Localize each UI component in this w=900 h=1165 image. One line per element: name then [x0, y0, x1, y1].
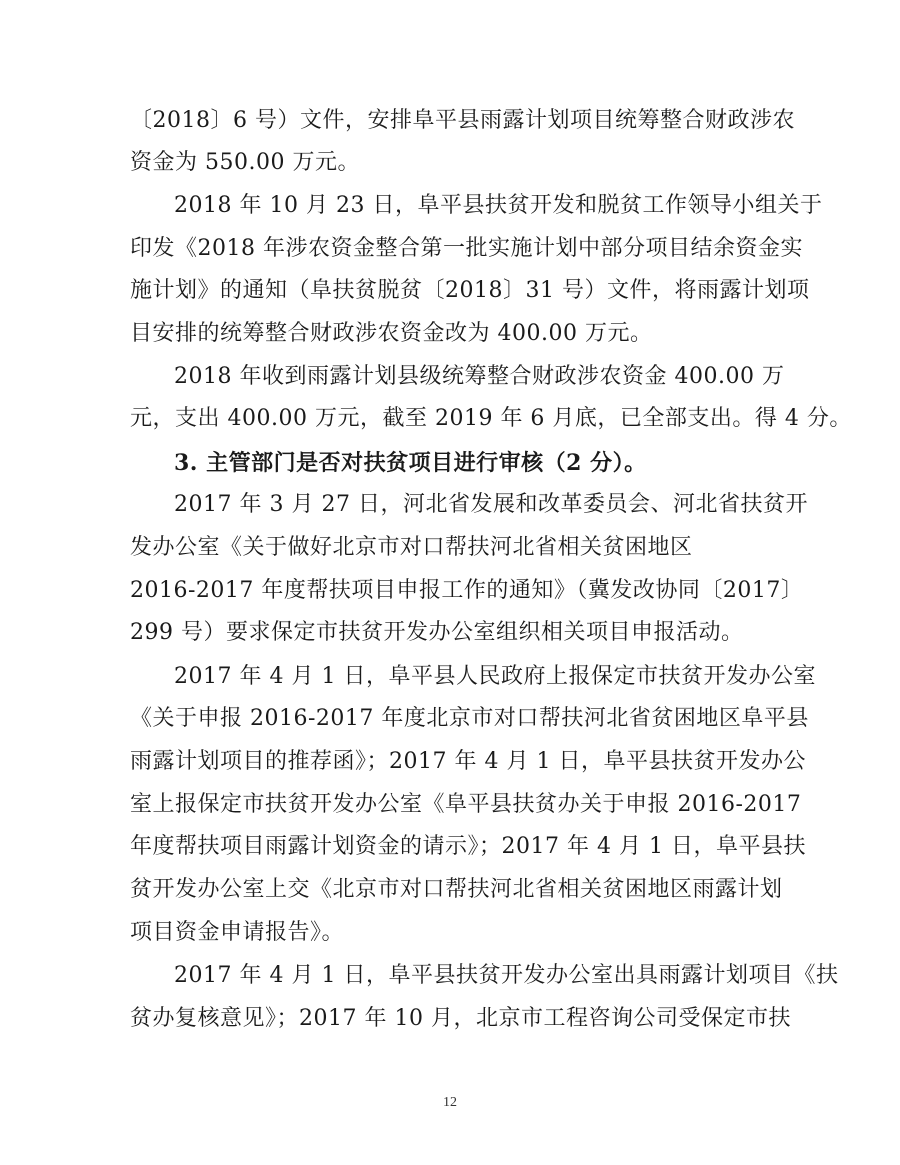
text-line-content: 2017 年 4 月 1 日，阜平县人民政府上报保定市扶贫开发办公室 — [174, 664, 816, 689]
text-line-content: 贫开发办公室上交《北京市对口帮扶河北省相关贫困地区雨露计划 — [130, 877, 783, 902]
text-line-content: 2018 年 10 月 23 日，阜平县扶贫开发和脱贫工作领导小组关于 — [174, 193, 823, 218]
text-line-content: 〔2018〕6 号）文件，安排阜平县雨露计划项目统筹整合财政涉农 — [130, 108, 795, 133]
text-line-content: 299 号）要求保定市扶贫开发办公室组织相关项目申报活动。 — [130, 620, 744, 645]
text-line-content: 2016-2017 年度帮扶项目申报工作的通知》（冀发改协同〔2017〕 — [130, 578, 804, 603]
text-line-content: 2018 年收到雨露计划县级统筹整合财政涉农资金 400.00 万 — [174, 364, 785, 389]
text-line-content: 2017 年 3 月 27 日，河北省发展和改革委员会、河北省扶贫开 — [174, 492, 808, 517]
text-line-content: 目安排的统筹整合财政涉农资金改为 400.00 万元。 — [130, 321, 653, 346]
text-line-content: 年度帮扶项目雨露计划资金的请示》；2017 年 4 月 1 日，阜平县扶 — [130, 834, 806, 859]
text-line-content: 雨露计划项目的推荐函》；2017 年 4 月 1 日，阜平县扶贫开发办公 — [130, 749, 806, 774]
text-line-content: 元，支出 400.00 万元，截至 2019 年 6 月底，已全部支出。得 4 分。 — [130, 406, 852, 431]
section-heading-text: 3. 主管部门是否对扶贫项目进行审核（2 分）。 — [174, 450, 647, 476]
text-line-content: 2017 年 4 月 1 日，阜平县扶贫开发办公室出具雨露计划项目《扶 — [174, 963, 839, 988]
page-number: 12 — [443, 1095, 457, 1110]
text-line-content: 施计划》的通知（阜扶贫脱贫〔2018〕31 号）文件，将雨露计划项 — [130, 278, 810, 303]
text-line-content: 项目资金申请报告》。 — [130, 920, 345, 945]
text-line-content: 发办公室《关于做好北京市对口帮扶河北省相关贫困地区 — [130, 535, 693, 560]
text-line-content: 资金为 550.00 万元。 — [130, 150, 360, 175]
text-line-content: 《关于申报 2016-2017 年度北京市对口帮扶河北省贫困地区阜平县 — [130, 706, 809, 731]
text-line-content: 贫办复核意见》；2017 年 10 月，北京市工程咨询公司受保定市扶 — [130, 1006, 791, 1031]
text-line-content: 印发《2018 年涉农资金整合第一批实施计划中部分项目结余资金实 — [130, 236, 803, 261]
text-line-content: 室上报保定市扶贫开发办公室《阜平县扶贫办关于申报 2016-2017 — [130, 792, 802, 817]
